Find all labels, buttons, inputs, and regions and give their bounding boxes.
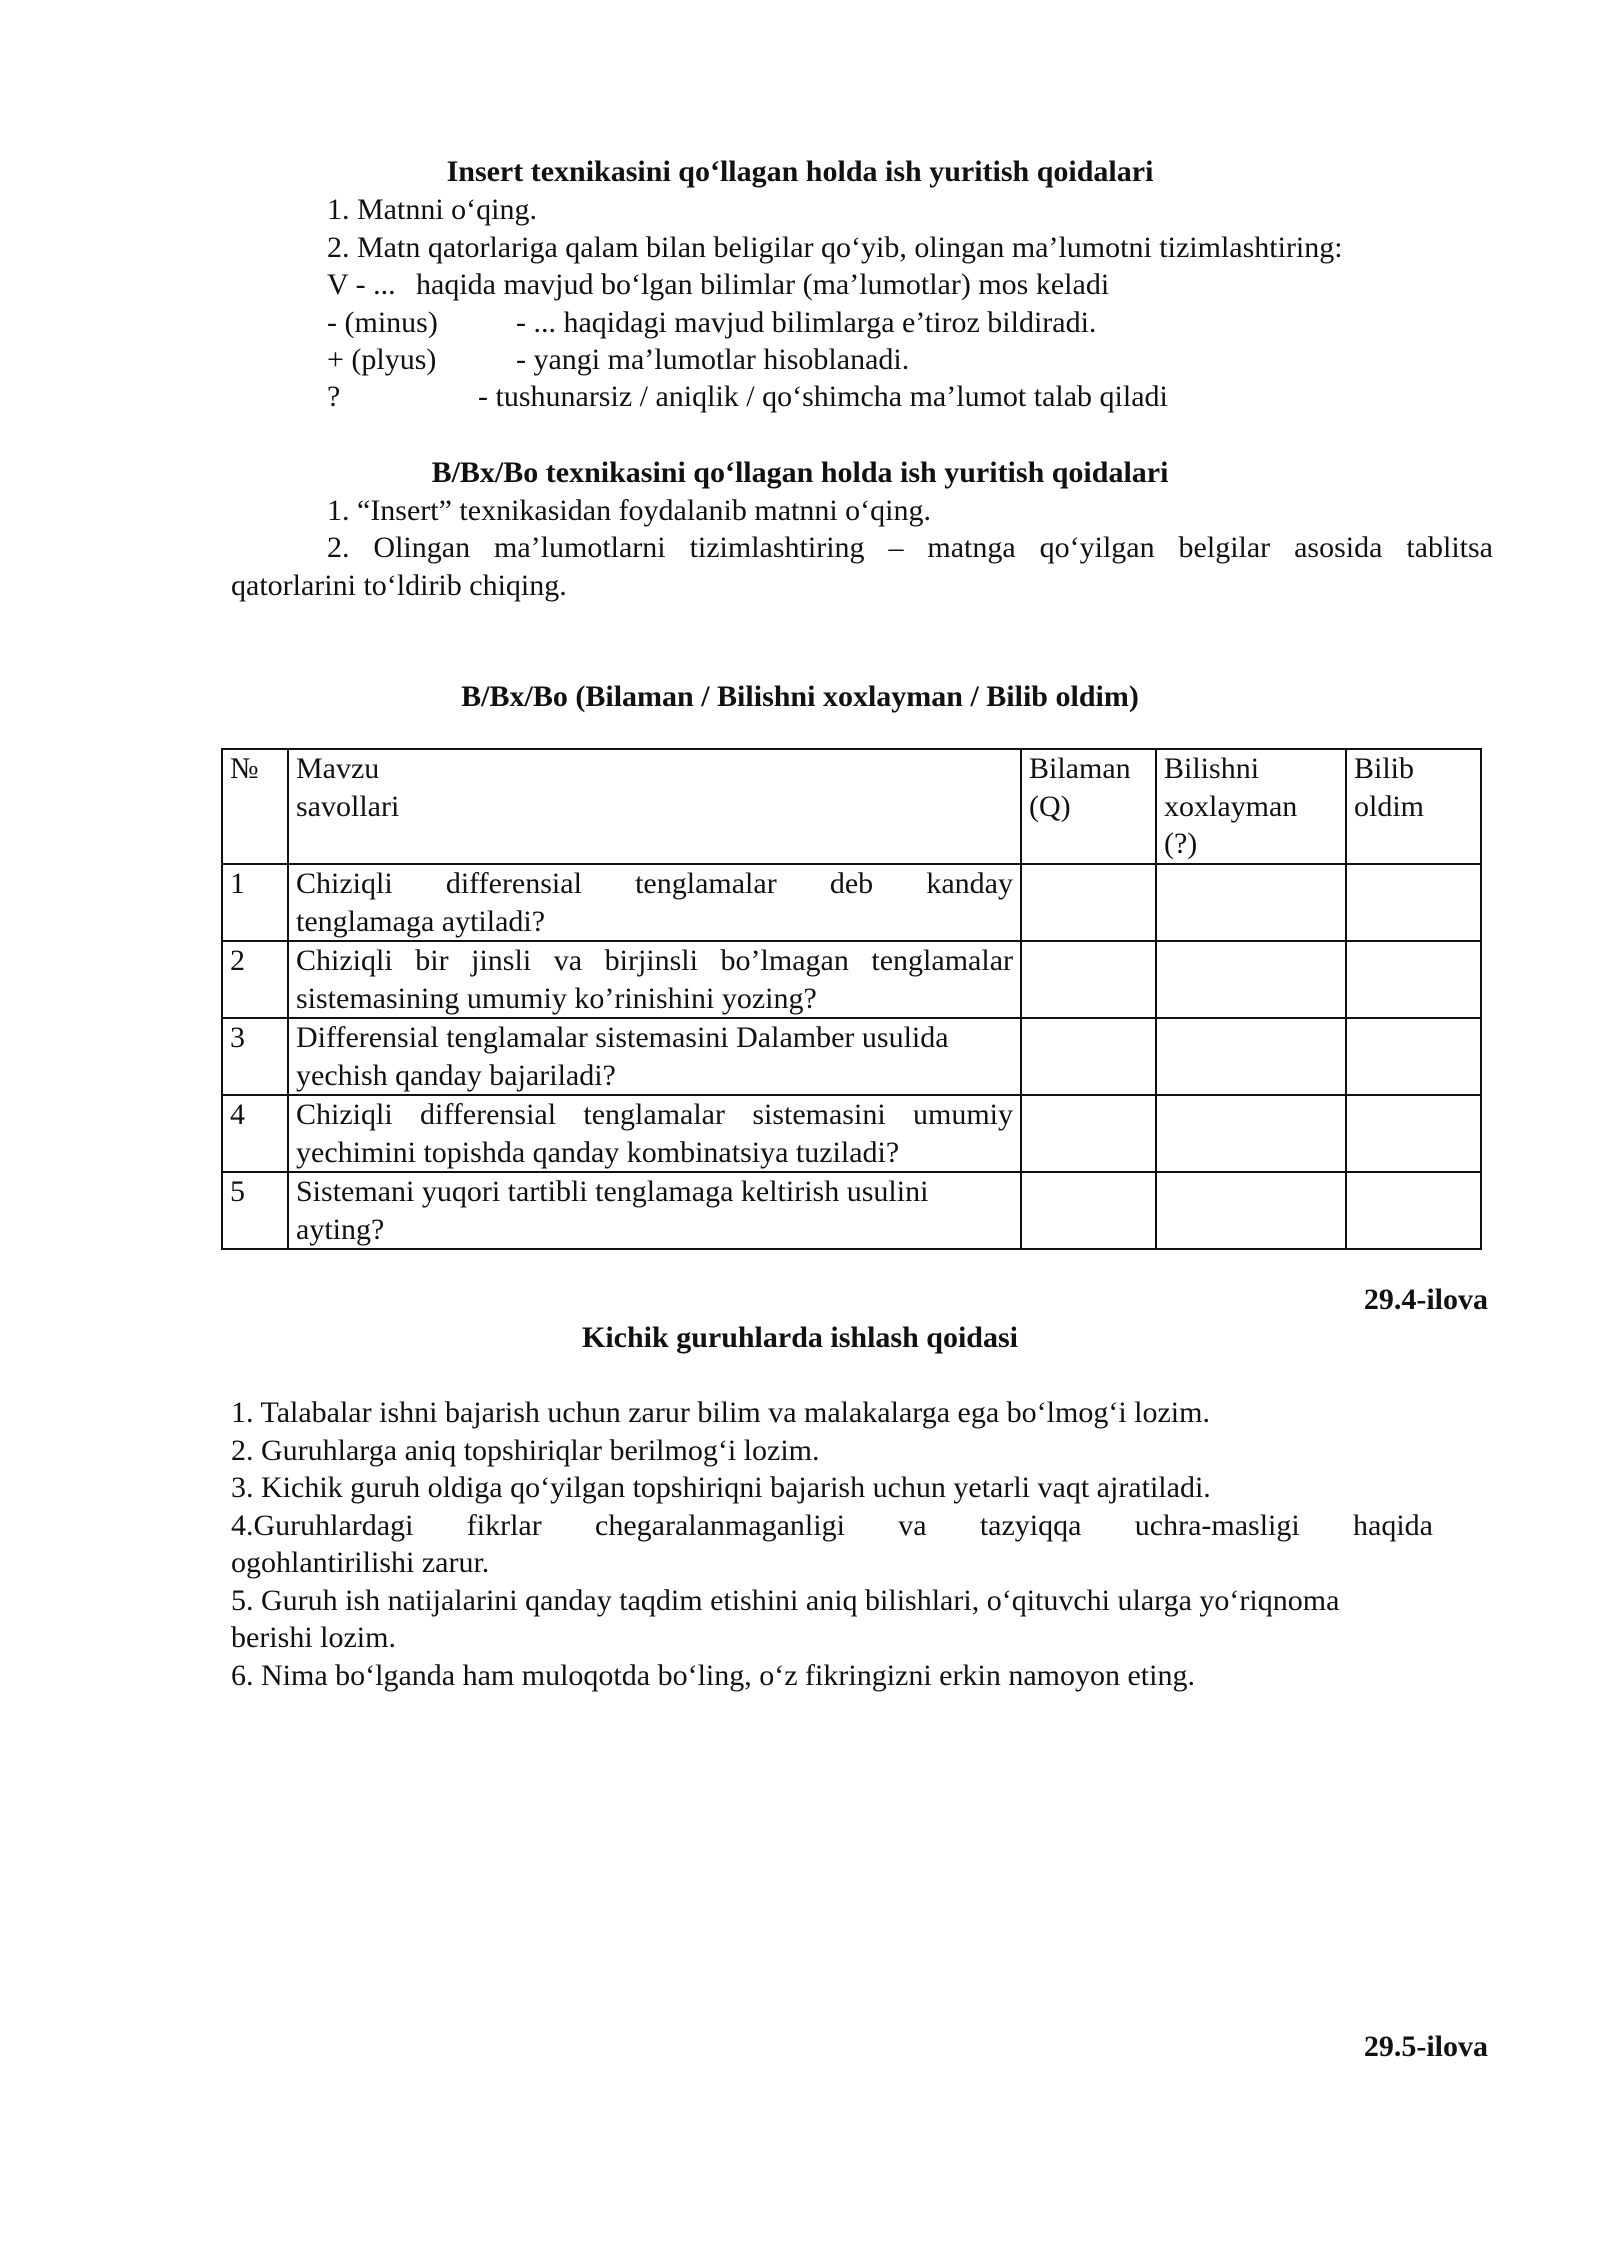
row-question: Differensial tenglamalar sistemasini Dalamber usulida yechish qanday bajariladi? bbox=[288, 1018, 1021, 1095]
row-number: 4 bbox=[222, 1095, 288, 1172]
mark-plus-symbol: + (plyus) bbox=[327, 343, 437, 376]
bbxbo-table bbox=[221, 748, 1482, 1250]
cell-know bbox=[1021, 1095, 1156, 1172]
insert-rules-title: Insert texnikasini qo‘llagan holda ish yuritish qoidalari bbox=[446, 155, 1154, 188]
table-row bbox=[222, 1095, 1481, 1172]
group-rule-2: 2. Guruhlarga aniq topshiriqlar berilmog‘i lozim. bbox=[231, 1434, 820, 1467]
group-rule-4-line-2: ogohlantirilishi zarur. bbox=[231, 1546, 490, 1579]
header-topic: Mavzu savollari bbox=[288, 749, 1021, 864]
bbxbo-step-2-line-2: qatorlarini to‘ldirib chiqing. bbox=[231, 569, 567, 602]
cell-learned bbox=[1346, 864, 1481, 941]
cell-want-to-know bbox=[1156, 1172, 1346, 1249]
group-rule-4-line-1: 4.Guruhlardagi fikrlar chegaralanmaganligi va tazyiqqa uchra-masligi haqida bbox=[231, 1509, 1433, 1542]
header-want-to-know: Bilishni xoxlayman (?) bbox=[1156, 749, 1346, 864]
mark-minus-symbol: - (minus) bbox=[327, 306, 438, 339]
insert-step-1: 1. Matnni o‘qing. bbox=[327, 193, 537, 226]
header-number: № bbox=[222, 749, 288, 864]
group-rule-5-line-1: 5. Guruh ish natijalarini qanday taqdim etishini aniq bilishlari, o‘qituvchi ularga yo‘riqnoma bbox=[231, 1584, 1340, 1617]
cell-know bbox=[1021, 1172, 1156, 1249]
row-number: 2 bbox=[222, 941, 288, 1018]
table-row bbox=[222, 864, 1481, 941]
cell-learned bbox=[1346, 1172, 1481, 1249]
mark-plus-text: - yangi ma’lumotlar hisoblanadi. bbox=[516, 343, 910, 376]
cell-learned bbox=[1346, 1018, 1481, 1095]
mark-question-symbol: ? bbox=[327, 380, 341, 413]
annex-label-29-4: 29.4-ilova bbox=[1363, 1283, 1488, 1316]
insert-step-2: 2. Matn qatorlariga qalam bilan beligilar qo‘yib, olingan ma’lumotni tizimlashtiring: bbox=[327, 231, 1343, 264]
row-question: Chiziqli differensial tenglamalar sistemasini umumiy yechimini topishda qanday kombinatsiya tuziladi? bbox=[288, 1095, 1021, 1172]
header-learned: Bilib oldim bbox=[1346, 749, 1481, 864]
mark-v-symbol: V - ... bbox=[327, 268, 396, 301]
annex-label-29-5: 29.5-ilova bbox=[1363, 2030, 1488, 2063]
bbxbo-step-2-line-1: 2. Olingan ma’lumotlarni tizimlashtiring – matnga qo‘yilgan belgilar asosida tablitsa bbox=[327, 531, 1493, 564]
bbxbo-step-1: 1. “Insert” texnikasidan foydalanib matnni o‘qing. bbox=[327, 494, 931, 527]
cell-want-to-know bbox=[1156, 864, 1346, 941]
group-rule-5-line-2: berishi lozim. bbox=[231, 1621, 396, 1654]
row-number: 3 bbox=[222, 1018, 288, 1095]
bbxbo-rules-title: B/Bx/Bo texnikasini qo‘llagan holda ish yuritish qoidalari bbox=[431, 456, 1169, 489]
row-question: Sistemani yuqori tartibli tenglamaga keltirish usulini ayting? bbox=[288, 1172, 1021, 1249]
cell-know bbox=[1021, 941, 1156, 1018]
table-row bbox=[222, 1172, 1481, 1249]
cell-want-to-know bbox=[1156, 941, 1346, 1018]
cell-want-to-know bbox=[1156, 1018, 1346, 1095]
group-rule-6: 6. Nima bo‘lganda ham muloqotda bo‘ling, o‘z fikringizni erkin namoyon eting. bbox=[231, 1659, 1195, 1692]
row-number: 5 bbox=[222, 1172, 288, 1249]
group-rule-1: 1. Talabalar ishni bajarish uchun zarur bilim va malakalarga ega bo‘lmog‘i lozim. bbox=[231, 1396, 1210, 1429]
table-title: B/Bx/Bo (Bilaman / Bilishni xoxlayman / Bilib oldim) bbox=[461, 680, 1139, 713]
row-question: Chiziqli bir jinsli va birjinsli bo’lmagan tenglamalar sistemasining umumiy ko’rinishini yozing? bbox=[288, 941, 1021, 1018]
table-row bbox=[222, 1018, 1481, 1095]
cell-learned bbox=[1346, 1095, 1481, 1172]
cell-want-to-know bbox=[1156, 1095, 1346, 1172]
header-know: Bilaman (Q) bbox=[1021, 749, 1156, 864]
mark-question-text: - tushunarsiz / aniqlik / qo‘shimcha ma’lumot talab qiladi bbox=[478, 380, 1168, 413]
table-header-row bbox=[222, 749, 1481, 864]
cell-know bbox=[1021, 864, 1156, 941]
mark-minus-text: - ... haqidagi mavjud bilimlarga e’tiroz bildiradi. bbox=[516, 306, 1097, 339]
group-rule-3: 3. Kichik guruh oldiga qo‘yilgan topshiriqni bajarish uchun yetarli vaqt ajratiladi. bbox=[231, 1471, 1211, 1504]
row-question: Chiziqli differensial tenglamalar deb kanday tenglamaga aytiladi? bbox=[288, 864, 1021, 941]
table-row bbox=[222, 941, 1481, 1018]
small-groups-title: Kichik guruhlarda ishlash qoidasi bbox=[582, 1321, 1018, 1354]
cell-learned bbox=[1346, 941, 1481, 1018]
mark-v-text: haqida mavjud bo‘lgan bilimlar (ma’lumotlar) mos keladi bbox=[416, 268, 1110, 301]
cell-know bbox=[1021, 1018, 1156, 1095]
row-number: 1 bbox=[222, 864, 288, 941]
